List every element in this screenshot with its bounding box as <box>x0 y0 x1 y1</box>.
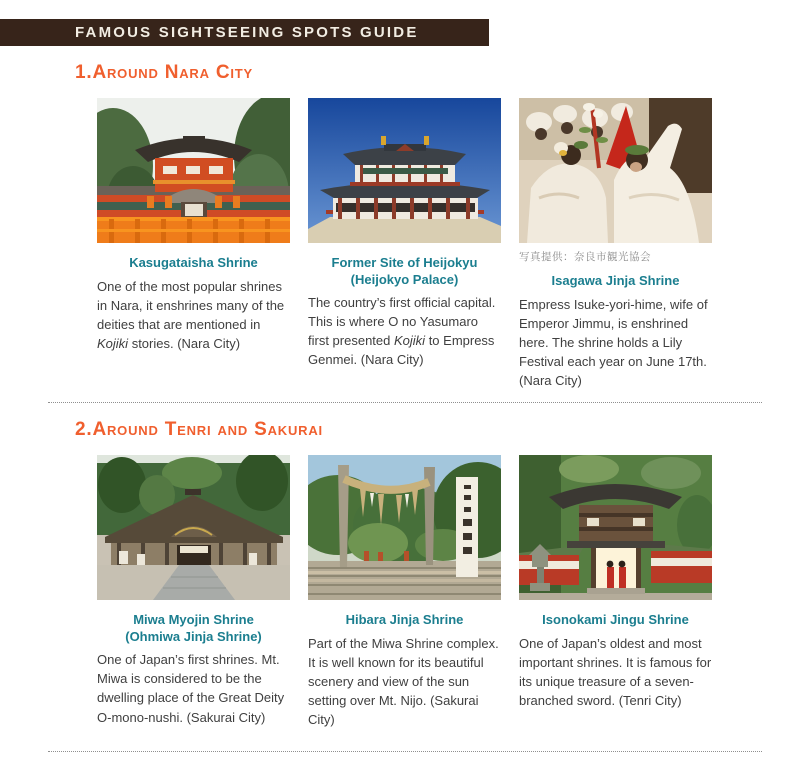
card-subtitle: (Ohmiwa Jinja Shrine) <box>125 628 262 644</box>
isonokami-jingu-shrine-illustration <box>519 455 712 600</box>
hibara-jinja-shrine-illustration <box>308 455 501 600</box>
card-description: Empress Isuke-yori-hime, wife of Emperor Jimmu, is enshrined here. The shrine holds a Lily Festival each year on June 17th. (Nara City) <box>519 296 708 388</box>
card-title: Isagawa Jinja Shrine <box>551 272 680 288</box>
card-title: Kasugataisha Shrine <box>129 254 258 270</box>
card-title: Isonokami Jingu Shrine <box>542 611 689 627</box>
card-description: One of Japan’s first shrines. Mt. Miwa is considered to be the dwelling place of the Great Deity O-mono-nushi. (Sakurai City) <box>97 652 285 725</box>
guide-title: FAMOUS SIGHTSEEING SPOTS GUIDE <box>75 24 419 41</box>
card-miwa-myojin <box>97 455 290 729</box>
section-heading-tenri-sakurai: 2.Around Tenri and Sakurai <box>75 419 323 441</box>
card-heijokyu <box>308 98 501 390</box>
cards-row-nara <box>97 98 710 390</box>
isonokami-jingu-shrine-photo <box>519 455 712 600</box>
dotted-divider-bottom <box>48 751 762 752</box>
card-description: One of Japan’s oldest and most important shrines. It is famous for its unique treasure of a seven-branched sword. (Tenri City) <box>519 635 712 708</box>
card-subtitle: (Heijokyo Palace) <box>350 271 459 287</box>
isagawa-jinja-shrine-photo <box>519 98 712 243</box>
isagawa-jinja-shrine-illustration <box>519 98 712 243</box>
section-heading-nara: 1.Around Nara City <box>75 62 254 83</box>
miwa-myojin-shrine-photo <box>97 455 290 600</box>
card-kasugataisha <box>97 98 290 390</box>
card-hibara <box>308 455 501 729</box>
card-description: The country’s first official capital. This is where O no Yasumaro first presented Kojiki to Empress Genmei. (Nara City) <box>308 295 496 368</box>
card-isonokami <box>519 455 712 729</box>
heijokyu-palace-illustration <box>308 98 501 243</box>
miwa-myojin-shrine-illustration <box>97 455 290 600</box>
card-description: One of the most popular shrines in Nara, it enshrines many of the deities that are mentioned in Kojiki stories. (Nara City) <box>97 278 285 351</box>
card-isagawa <box>519 98 712 390</box>
photo-credit: 写真提供：奈良市観光協会 <box>519 250 651 263</box>
guide-title-bar <box>0 19 489 46</box>
card-title: Miwa Myojin Shrine <box>133 611 254 627</box>
kasugataisha-shrine-illustration <box>97 98 290 243</box>
cards-row-tenri-sakurai <box>97 455 710 729</box>
card-title: Former Site of Heijokyu <box>331 254 478 270</box>
kasugataisha-shrine-photo <box>97 98 290 243</box>
card-title: Hibara Jinja Shrine <box>345 611 464 627</box>
heijokyu-palace-photo <box>308 98 501 243</box>
hibara-jinja-shrine-photo <box>308 455 501 600</box>
dotted-divider <box>48 402 762 403</box>
card-description: Part of the Miwa Shrine complex. It is well known for its beautiful scenery and view of the sun setting over Mt. Nijo. (Sakurai City) <box>308 635 499 728</box>
